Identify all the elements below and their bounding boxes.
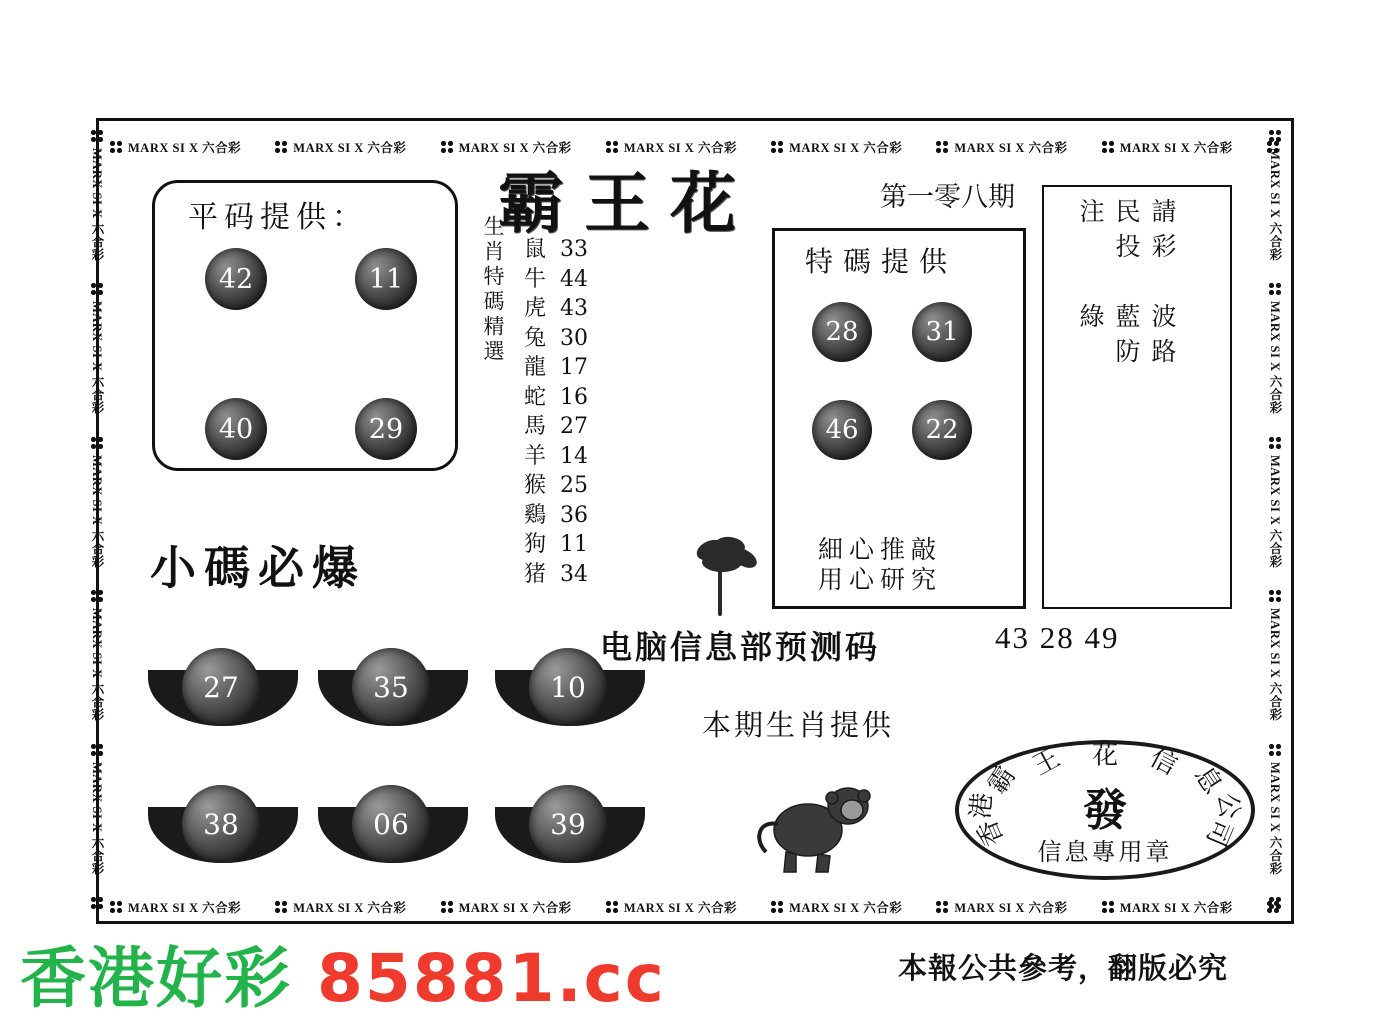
border-unit	[936, 898, 1067, 916]
zodiac-row	[524, 439, 600, 469]
border-text: MARX SI X 六合彩	[789, 901, 903, 915]
flower-icon	[91, 744, 104, 757]
zodiac-row	[524, 498, 600, 528]
zodiac-name: 猴	[524, 473, 547, 498]
zodiac-name: 馬	[524, 414, 547, 439]
zodiac-row	[524, 557, 600, 587]
zodiac-number: 36	[560, 502, 588, 528]
flower-icon	[275, 141, 288, 154]
border-unit	[1266, 744, 1284, 875]
pingma-title: 平码提供：	[188, 200, 368, 235]
zodiac-offer-label: 本期生肖提供	[702, 708, 895, 742]
zodiac-row	[524, 468, 600, 498]
ingot-number: 27	[182, 648, 260, 726]
border-unit	[88, 437, 106, 568]
flower-icon	[1102, 901, 1115, 914]
ingot-number: 10	[529, 648, 607, 726]
tema-ball: 22	[912, 400, 972, 460]
seal-arc-char: 息	[1188, 761, 1228, 800]
zodiac-number: 17	[560, 355, 588, 380]
ingot-item	[148, 785, 298, 871]
zodiac-row	[524, 409, 600, 439]
border-unit	[441, 898, 572, 916]
notice-text	[1072, 198, 1180, 388]
flower-icon	[1269, 744, 1282, 757]
prediction-numbers: 43 28 49	[995, 620, 1120, 655]
ingot-number: 39	[529, 785, 607, 863]
zodiac-section-label: 生肖特碼精選	[481, 215, 505, 365]
page-title: 霸王花	[498, 164, 756, 242]
notice-line2: 請彩民投注	[1076, 198, 1177, 268]
flower-icon	[275, 901, 288, 914]
flower-icon	[1269, 283, 1282, 296]
zodiac-name: 猪	[524, 561, 547, 587]
flower-icon	[1269, 590, 1282, 603]
slogan-xiaoma: 小碼必爆	[150, 541, 366, 595]
ingot-item	[318, 648, 468, 734]
flower-icon	[91, 437, 104, 450]
flower-icon	[1269, 897, 1282, 910]
flower-icon	[441, 901, 454, 914]
ingot-number: 06	[352, 785, 430, 863]
zodiac-number: 16	[560, 384, 588, 410]
seal-arc-char: 香	[972, 814, 1011, 851]
border-text: MARX SI X 六合彩	[623, 141, 737, 155]
flower-icon	[110, 141, 123, 154]
tema-ball: 31	[912, 302, 972, 362]
pingma-ball: 11	[355, 248, 417, 310]
border-unit	[88, 283, 106, 414]
issue-number: 第一零八期	[880, 182, 1015, 213]
border-text: MARX SI X 六合彩	[1268, 148, 1282, 262]
border-text: MARX SI X 六合彩	[90, 454, 104, 568]
border-unit	[110, 898, 241, 916]
flower-icon	[441, 141, 454, 154]
zodiac-name: 羊	[524, 443, 547, 469]
seal-arc-char: 王	[1027, 742, 1066, 782]
ingot-number: 38	[182, 785, 260, 863]
zodiac-row	[524, 262, 600, 292]
border-unit	[88, 590, 106, 721]
zodiac-number: 25	[560, 473, 588, 498]
border-text: MARX SI X 六合彩	[1119, 901, 1233, 915]
flower-icon	[91, 283, 104, 296]
zodiac-number: 33	[560, 237, 588, 262]
seal-arc-char: 港	[965, 791, 999, 821]
flower-icon	[1269, 437, 1282, 450]
flower-icon	[1102, 141, 1115, 154]
flower-icon	[771, 141, 784, 154]
ingot-item	[318, 785, 468, 871]
pingma-ball: 40	[205, 398, 267, 460]
border-text: MARX SI X 六合彩	[1268, 301, 1282, 415]
border-text: MARX SI X 六合彩	[954, 141, 1068, 155]
seal-arc-char: 司	[1199, 814, 1238, 851]
zodiac-row	[524, 527, 600, 557]
border-unit	[606, 898, 737, 916]
border-unit	[110, 138, 241, 156]
zodiac-row	[524, 380, 600, 410]
border-text: MARX SI X 六合彩	[128, 141, 242, 155]
monkey-illustration	[748, 768, 898, 878]
zodiac-row	[524, 321, 600, 351]
flower-icon	[91, 897, 104, 910]
border-text: MARX SI X 六合彩	[1119, 141, 1233, 155]
border-unit	[1266, 130, 1284, 261]
border-unit	[936, 138, 1067, 156]
tema-ball: 28	[812, 302, 872, 362]
zodiac-name: 牛	[524, 266, 547, 292]
flower-icon	[91, 590, 104, 603]
zodiac-number: 11	[560, 532, 588, 557]
watermark-cn: 香港好彩	[20, 940, 292, 1017]
tema-footer-line2: 用心研究	[818, 565, 943, 594]
border-unit	[88, 744, 106, 875]
zodiac-number: 44	[560, 266, 588, 292]
tema-footer-line1: 細心推敲	[818, 535, 943, 564]
border-text: MARX SI X 六合彩	[789, 141, 903, 155]
border-text: MARX SI X 六合彩	[293, 141, 407, 155]
zodiac-row	[524, 291, 600, 321]
zodiac-number: 14	[560, 443, 588, 469]
border-text: MARX SI X 六合彩	[1268, 761, 1282, 875]
seal-arc-char: 信	[1144, 742, 1183, 782]
lotus-icon	[682, 528, 772, 618]
flower-icon	[936, 901, 949, 914]
border-text: MARX SI X 六合彩	[128, 901, 242, 915]
seal-arc-char: 花	[1091, 740, 1119, 771]
border-text: MARX SI X 六合彩	[90, 608, 104, 722]
zodiac-list	[524, 232, 600, 586]
tema-footer	[818, 535, 942, 595]
watermark-site: 85881.cc	[316, 940, 666, 1017]
zodiac-row	[524, 350, 600, 380]
watermark	[20, 925, 666, 1020]
zodiac-name: 鼠	[524, 237, 547, 262]
zodiac-name: 兔	[524, 325, 547, 351]
seal-bottom-text: 信息專用章	[1037, 838, 1173, 866]
border-unit	[1266, 283, 1284, 414]
border-unit	[275, 898, 406, 916]
flower-icon	[91, 130, 104, 143]
company-seal	[955, 740, 1255, 880]
tema-title: 特碼提供	[805, 245, 958, 278]
border-unit	[771, 898, 902, 916]
zodiac-name: 狗	[524, 532, 547, 557]
tema-ball: 46	[812, 400, 872, 460]
ingot-item	[495, 785, 645, 871]
seal-center-char: 發	[1083, 785, 1127, 836]
border-strip-left	[84, 130, 110, 910]
seal-arc-char: 公	[1211, 791, 1245, 821]
zodiac-name: 虎	[524, 296, 547, 321]
flower-icon	[771, 901, 784, 914]
border-text: MARX SI X 六合彩	[90, 148, 104, 262]
zodiac-name: 鷄	[524, 502, 547, 528]
border-text: MARX SI X 六合彩	[954, 901, 1068, 915]
zodiac-name: 龍	[524, 355, 547, 380]
flower-icon	[606, 901, 619, 914]
border-unit	[275, 138, 406, 156]
zodiac-number: 27	[560, 414, 588, 439]
prediction-label: 电脑信息部预测码	[600, 628, 881, 666]
border-unit	[91, 897, 104, 910]
zodiac-name: 蛇	[524, 384, 547, 410]
border-unit	[88, 130, 106, 261]
zodiac-number: 34	[560, 561, 588, 587]
pingma-ball: 29	[355, 398, 417, 460]
border-text: MARX SI X 六合彩	[90, 301, 104, 415]
border-strip-right	[1262, 130, 1288, 910]
border-text: MARX SI X 六合彩	[458, 901, 572, 915]
border-text: MARX SI X 六合彩	[1268, 454, 1282, 568]
border-strip-bottom	[110, 896, 1280, 918]
border-text: MARX SI X 六合彩	[293, 901, 407, 915]
border-unit	[1269, 897, 1282, 910]
border-unit	[1266, 437, 1284, 568]
flower-icon	[110, 901, 123, 914]
pingma-ball: 42	[205, 248, 267, 310]
border-unit	[1102, 898, 1233, 916]
border-unit	[1266, 590, 1284, 721]
border-text: MARX SI X 六合彩	[458, 141, 572, 155]
flower-icon	[936, 141, 949, 154]
border-text: MARX SI X 六合彩	[90, 761, 104, 875]
footer-note: 本報公共參考，翻版必究	[898, 951, 1229, 985]
zodiac-number: 30	[560, 325, 588, 351]
border-unit	[771, 138, 902, 156]
border-text: MARX SI X 六合彩	[1268, 608, 1282, 722]
notice-line1: 波路藍防綠	[1076, 303, 1177, 373]
border-text: MARX SI X 六合彩	[623, 901, 737, 915]
ingot-item	[148, 648, 298, 734]
seal-arc-char: 霸	[982, 761, 1022, 800]
zodiac-row	[524, 232, 600, 262]
ingot-number: 35	[352, 648, 430, 726]
border-unit	[1102, 138, 1233, 156]
zodiac-number: 43	[560, 296, 588, 321]
flower-icon	[1269, 130, 1282, 143]
